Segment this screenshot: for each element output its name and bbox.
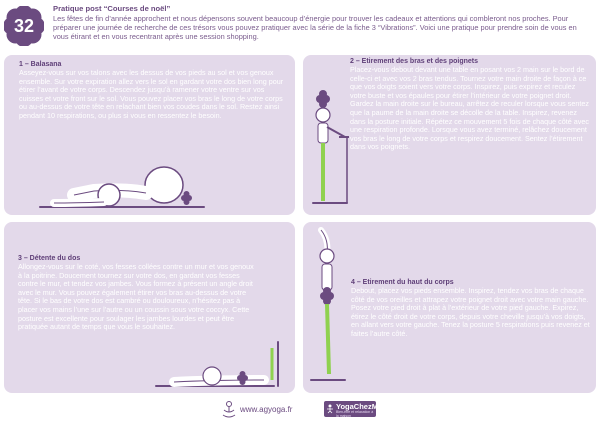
intro-text: Les fêtes de fin d’année approchent et nous dépensons souvent beaucoup d’énergie pour trouver les cadeaux et attentions qui combleront nos proches. Pour préparer une journée de recherche de ces trésors vous pouvez pratiquer avec la série de la fiche 3 “Vibrations”. Voici une pratique pour prendre soin de vous en vous étirant et en vous recentrant après une session shopping.	[53, 14, 577, 41]
balasana-pose-illustration	[34, 155, 214, 213]
footer	[0, 396, 600, 424]
panel-balasana	[4, 55, 295, 215]
logo-subtitle: Bien-être et relaxation à la maison	[336, 410, 374, 418]
panel-text: Debout, placez vos pieds ensemble. Inspirez, tendez vos bras de chaque côté de vos oreilles et attrapez votre poignet droit avec votre main gauche. Posez votre pied droit à plat à l’extérieur de votre pied gauche. Expirez, étirez le côté droit de votre corps, depuis votre cheville jusqu’à vos doigts, en allant vers votre gauche. Tenez la posture 5 respirations puis revenez et faites l’autre côté.	[351, 286, 590, 338]
panel-title: 3 – Détente du dos	[18, 255, 81, 262]
yogachezmoi-logo	[324, 401, 385, 418]
panel-title: 4 – Etirement du haut du corps	[351, 279, 454, 286]
header	[0, 0, 600, 58]
legs-up-wall-pose-illustration	[154, 340, 294, 392]
panel-text: Allongez-vous sur le coté, vos fesses collées contre un mur et vos genoux à la poitrine. Doucement tournez sur votre dos, en gardant vos fesses contre le mur, et tendez vos jambes. Vous formez à présent un angle droit avec le mur. Vous pouvez également étirer vos bras au-dessus de votre tête. Si le bas de votre dos est cambré ou douloureux, n’hésitez pas à placer vos mains l’une sur l’autre ou un coussin sous votre coccyx. Cette posture est excellente pour soulager les jambes lourdes et peut être pratiquée autant de temps que vous le souhaitez.	[18, 262, 254, 332]
panel-wrist-stretch	[303, 55, 596, 215]
sheet-number: 32	[13, 16, 35, 36]
meditating-figure-icon	[221, 401, 237, 419]
panel-title: 1 – Balasana	[19, 61, 62, 68]
website-link[interactable]: www.agyoga.fr	[240, 405, 293, 414]
panel-title: 2 – Etirement des bras et des poignets	[350, 58, 478, 65]
page-title: Pratique post “Courses de noël”	[53, 4, 171, 13]
logo-text: YogaChezMoi	[336, 402, 385, 411]
sheet-number-badge	[4, 6, 44, 46]
side-stretch-pose-illustration	[307, 224, 349, 392]
panel-back-relax	[4, 222, 295, 393]
yoga-figure-icon	[326, 404, 334, 414]
standing-table-pose-illustration	[309, 85, 351, 210]
panel-upper-body-stretch	[303, 222, 596, 393]
panel-text: Asseyez-vous sur vos talons avec les dessus de vos pieds au sol et vos genoux ensemble. Sur votre expiration allez vers le sol en gardant votre dos bien long pour étirer l’avant de votre corps. Descendez jusqu’à ramener votre ventre sur vos cuisses et votre front sur le sol. Vous pouvez placer vos bras le long de votre corps ou au-dessus de votre tête en relachant bien vos coudes dans le sol. Restez ainsi pendant 10 respirations, ou plus si vous en ressentez le besoin.	[19, 68, 284, 120]
panel-text: Placez-vous debout devant une table en posant vos 2 main sur le bord de celle-ci et avec vos 2 bras tendus. Tournez votre main droite de façon à ce que vos doigts soient vers votre corps. Inspirez, puis expirez et reculez votre buste et vos épaules pour étirer l’intérieur de votre poignet droit. Gardez la main droite sur le bureau, arrêtez de reculer lorsque vous sentez que la paume de la main droite se décolle de la table. Inspirez, revenez dans la posture initiale. Répétez ce mouvement 5 fois de chaque côté avec une respiration profonde. Lorsque vous avez terminé, relâchez doucement vos bras le long de votre corps et respirez doucement. Sentez l’étirement dans vos poignets.	[350, 65, 589, 152]
